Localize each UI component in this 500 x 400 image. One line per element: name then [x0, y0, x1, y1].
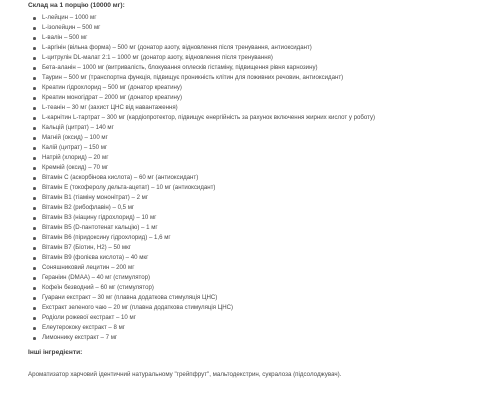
ingredient-text: Магній (оксид) – 100 мг	[42, 134, 108, 141]
ingredient-item	[28, 43, 496, 53]
bullet-icon	[33, 107, 36, 110]
ingredient-text: Вітамін B3 (ніацину гідрохлорид) – 10 мг	[42, 214, 157, 221]
ingredient-text: Вітамін B7 (Біотин, H2) – 50 мкг	[42, 244, 132, 251]
ingredient-text: L-аргінін (вільна форма) – 500 мг (донатор азоту, відновлення після тренування, антиоксидант)	[42, 44, 312, 51]
ingredient-text: Родіоли рожевої екстракт – 10 мг	[42, 314, 136, 321]
ingredient-text: Екстракт зеленого чаю – 20 мг (плавна додаткова стимуляція ЦНС)	[42, 304, 234, 311]
ingredient-item	[28, 33, 496, 43]
ingredient-item	[28, 273, 496, 283]
ingredient-text: Креатин гідрохлорид – 500 мг (донатор креатину)	[42, 84, 182, 91]
bullet-icon	[33, 157, 36, 160]
ingredient-text: Лимоннику екстракт – 7 мг	[42, 334, 118, 341]
bullet-icon	[33, 167, 36, 170]
ingredient-item	[28, 93, 496, 103]
ingredient-text: Гуарани екстракт – 30 мг (плавна додаткова стимуляція ЦНС)	[42, 294, 218, 301]
ingredient-item	[28, 293, 496, 303]
document-body	[28, 0, 496, 380]
ingredient-item	[28, 23, 496, 33]
ingredient-text: Елеутерококу екстракт – 8 мг	[42, 324, 126, 331]
ingredient-text: Бета-аланін – 1000 мг (витривалість, блокування оплесків гістаміну, підвищення рівня карнозину)	[42, 64, 318, 71]
ingredient-item	[28, 153, 496, 163]
bullet-icon	[33, 27, 36, 30]
ingredient-item	[28, 73, 496, 83]
bullet-icon	[33, 317, 36, 320]
ingredient-item	[28, 193, 496, 203]
ingredient-item	[28, 203, 496, 213]
ingredient-item	[28, 213, 496, 223]
ingredient-item	[28, 163, 496, 173]
ingredient-item	[28, 143, 496, 153]
ingredient-item	[28, 123, 496, 133]
bullet-icon	[33, 87, 36, 90]
ingredient-text: Вітамін B6 (піридоксину гідрохлорид) – 1,6 мг	[42, 234, 171, 241]
ingredient-item	[28, 303, 496, 313]
ingredient-text: Вітамін B9 (фолієва кислота) – 40 мкг	[42, 254, 149, 261]
ingredient-text: L-лейцин – 1000 мг	[42, 14, 97, 21]
ingredient-text: Гераніин (DMAA) – 40 мг (стимулятор)	[42, 274, 151, 281]
ingredient-text: Вітамін B5 (D-пантотенат кальцію) – 1 мг	[42, 224, 158, 231]
ingredient-item	[28, 53, 496, 63]
bullet-icon	[33, 47, 36, 50]
ingredient-item	[28, 323, 496, 333]
bullet-icon	[33, 207, 36, 210]
ingredient-item	[28, 233, 496, 243]
ingredient-item	[28, 83, 496, 93]
bullet-icon	[33, 307, 36, 310]
other-ingredients-heading: Інші інгредієнти:	[28, 349, 83, 356]
bullet-icon	[33, 97, 36, 100]
ingredient-item	[28, 183, 496, 193]
bullet-icon	[33, 217, 36, 220]
ingredient-text: Вітамін Е (токоферолу дельта-ацетат) – 10 мг (антиоксидант)	[42, 184, 216, 191]
bullet-icon	[33, 327, 36, 330]
ingredient-item	[28, 253, 496, 263]
ingredient-text: Калій (цитрат) – 150 мг	[42, 144, 108, 151]
bullet-icon	[33, 57, 36, 60]
bullet-icon	[33, 237, 36, 240]
ingredient-item	[28, 173, 496, 183]
other-ingredients-text: Ароматизатор харчовий ідентичний натуральному "грейпфрут", мальтодекстрин, сукралоза (підсолоджувач).	[28, 371, 342, 378]
ingredient-list	[28, 13, 496, 343]
bullet-icon	[33, 337, 36, 340]
ingredient-text: Натрій (хлорид) – 20 мг	[42, 154, 109, 161]
ingredient-item	[28, 63, 496, 73]
ingredient-text: Вітамін B2 (рибофлавін) – 0,5 мг	[42, 204, 135, 211]
ingredient-item	[28, 223, 496, 233]
ingredient-item	[28, 333, 496, 343]
ingredient-item	[28, 133, 496, 143]
ingredient-text: Соняшниковий лецитин – 200 мг	[42, 264, 135, 271]
bullet-icon	[33, 77, 36, 80]
ingredient-item	[28, 13, 496, 23]
ingredient-text: L-валін – 500 мг	[42, 34, 88, 41]
ingredient-item	[28, 243, 496, 253]
composition-heading: Склад на 1 порцію (10000 мг):	[28, 2, 125, 9]
ingredient-text: Таурин – 500 мг (транспортна функція, підвищує проникність клітин для поживних речовин, антиоксидант)	[42, 74, 344, 81]
bullet-icon	[33, 177, 36, 180]
bullet-icon	[33, 277, 36, 280]
ingredient-item	[28, 263, 496, 273]
ingredient-text: Вітамін С (аскорбінова кислота) – 60 мг (антиоксидант)	[42, 174, 199, 181]
bullet-icon	[33, 227, 36, 230]
ingredient-text: Кофеїн безводний – 60 мг (стимулятор)	[42, 284, 154, 291]
ingredient-text: L-цитрулін DL-малат 2:1 – 1000 мг (донатор азоту, відновлення після тренування)	[42, 54, 273, 61]
bullet-icon	[33, 287, 36, 290]
ingredient-item	[28, 283, 496, 293]
bullet-icon	[33, 147, 36, 150]
bullet-icon	[33, 267, 36, 270]
bullet-icon	[33, 257, 36, 260]
ingredient-item	[28, 103, 496, 113]
bullet-icon	[33, 297, 36, 300]
bullet-icon	[33, 37, 36, 40]
ingredient-text: L-карнітин L-тартрат – 300 мг (кардіопротектор, підвищує енергійність за рахунок включення жирних кислот у роботу)	[42, 114, 376, 121]
bullet-icon	[33, 197, 36, 200]
bullet-icon	[33, 127, 36, 130]
ingredient-text: Креатин моногідрат – 2000 мг (донатор креатину)	[42, 94, 182, 101]
bullet-icon	[33, 187, 36, 190]
ingredient-text: L-теанін – 30 мг (захист ЦНС від навантаження)	[42, 104, 178, 111]
bullet-icon	[33, 17, 36, 20]
bullet-icon	[33, 137, 36, 140]
ingredient-item	[28, 313, 496, 323]
bullet-icon	[33, 247, 36, 250]
ingredient-item	[28, 113, 496, 123]
ingredient-text: Кремній (оксид) – 70 мг	[42, 164, 109, 171]
ingredient-text: L-ізолейцин – 500 мг	[42, 24, 101, 31]
ingredient-text: Кальцій (цитрат) – 140 мг	[42, 124, 114, 131]
ingredient-text: Вітамін B1 (тіаміну мононітрат) – 2 мг	[42, 194, 149, 201]
bullet-icon	[33, 117, 36, 120]
bullet-icon	[33, 67, 36, 70]
